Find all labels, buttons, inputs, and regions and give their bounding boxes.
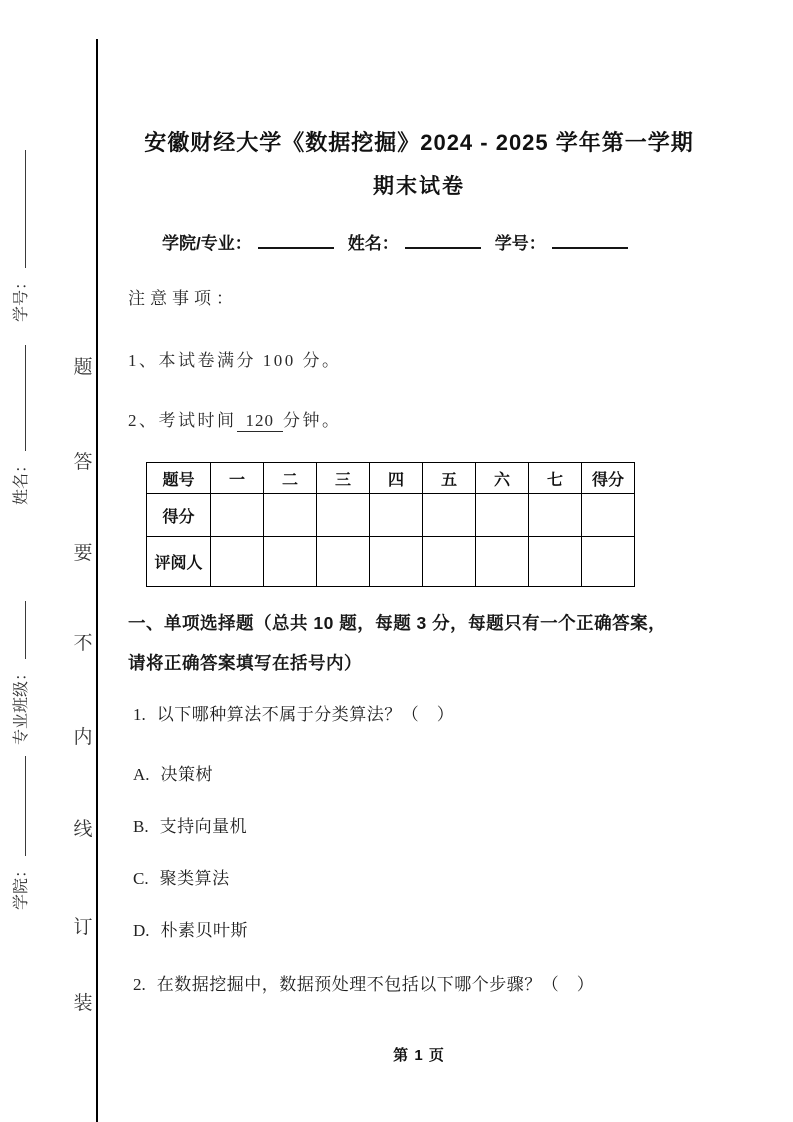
exam-title-line2: 期末试卷 <box>373 175 465 198</box>
name-blank <box>405 233 481 249</box>
question-2 <box>133 970 594 995</box>
option-text: 聚类算法 <box>159 869 230 888</box>
binding-line-char: 线 <box>73 819 93 840</box>
student-id-blank <box>552 233 628 249</box>
score-table-header-cell: 一 <box>211 463 264 494</box>
score-cell-empty <box>264 494 317 537</box>
question-1-option-c <box>133 864 230 889</box>
notice-item-2-prefix: 2、考试时间 <box>128 411 237 430</box>
question-1-option-d <box>133 916 248 941</box>
score-table-header-row <box>147 463 635 494</box>
score-cell-empty <box>317 494 370 537</box>
margin-field-major-class <box>8 601 34 745</box>
binding-line-char: 订 <box>73 917 93 938</box>
option-text: 支持向量机 <box>159 817 248 836</box>
score-cell-empty <box>529 494 582 537</box>
score-table-header-cell: 三 <box>317 463 370 494</box>
binding-line-char: 内 <box>73 727 93 748</box>
binding-line-divider <box>96 39 98 1122</box>
score-table-header-cell: 题号 <box>147 463 211 494</box>
margin-field-label: 学院： <box>13 861 30 910</box>
fill-blank <box>8 150 26 268</box>
score-table <box>146 462 635 587</box>
score-cell-empty <box>529 537 582 587</box>
exam-duration-value: 120 <box>237 411 284 432</box>
question-number: 1. <box>133 705 146 724</box>
score-cell-empty <box>582 494 635 537</box>
margin-field-name <box>8 345 34 505</box>
section1-heading-line1: 一、单项选择题（总共 10 题，每题 3 分，每题只有一个正确答案， <box>128 613 667 633</box>
option-letter: C. <box>133 869 149 888</box>
margin-field-college <box>8 756 34 910</box>
score-table-header-cell: 五 <box>423 463 476 494</box>
margin-field-label: 学号： <box>13 273 30 322</box>
question-1-option-b <box>133 812 247 837</box>
score-table-header-cell: 四 <box>370 463 423 494</box>
notice-item-2-suffix: 分钟。 <box>283 411 342 430</box>
reviewer-row-label: 评阅人 <box>147 537 211 587</box>
exam-content <box>128 0 710 1122</box>
score-cell-empty <box>211 537 264 587</box>
score-table-header-cell: 得分 <box>582 463 635 494</box>
question-number: 2. <box>133 975 146 994</box>
option-text: 朴素贝叶斯 <box>160 921 249 940</box>
score-cell-empty <box>211 494 264 537</box>
binding-line-char: 答 <box>73 452 93 473</box>
question-text: 在数据挖掘中，数据预处理不包括以下哪个步骤？（ ） <box>156 975 595 994</box>
college-major-blank <box>258 233 334 249</box>
exam-title-line1: 安徽财经大学《数据挖掘》2024 - 2025 学年第一学期 <box>144 130 694 155</box>
notice-item-1: 1、本试卷满分 100 分。 <box>128 351 342 370</box>
score-table-reviewer-row <box>147 537 635 587</box>
binding-line-char: 题 <box>73 357 93 378</box>
binding-line-char: 装 <box>73 993 93 1014</box>
student-info-row <box>162 229 628 254</box>
score-cell-empty <box>582 537 635 587</box>
score-row-label: 得分 <box>147 494 211 537</box>
college-major-label: 学院/专业： <box>162 234 252 253</box>
score-cell-empty <box>476 537 529 587</box>
score-cell-empty <box>476 494 529 537</box>
score-cell-empty <box>264 537 317 587</box>
margin-field-label: 专业班级： <box>13 664 30 745</box>
option-letter: A. <box>133 765 150 784</box>
notice-item-2 <box>128 406 342 432</box>
section1-heading-line2: 请将正确答案填写在括号内） <box>128 653 362 673</box>
binding-line-char: 不 <box>73 633 93 654</box>
question-1-option-a <box>133 760 213 785</box>
score-cell-empty <box>317 537 370 587</box>
name-label: 姓名： <box>347 234 399 253</box>
fill-blank <box>8 601 26 659</box>
score-table-header-cell: 六 <box>476 463 529 494</box>
option-letter: B. <box>133 817 149 836</box>
score-cell-empty <box>370 537 423 587</box>
score-cell-empty <box>370 494 423 537</box>
binding-line-char: 要 <box>73 543 93 564</box>
margin-field-label: 姓名： <box>13 456 30 505</box>
question-1 <box>133 700 454 725</box>
option-text: 决策树 <box>160 765 214 784</box>
notice-heading: 注意事项： <box>128 289 238 308</box>
fill-blank <box>8 345 26 451</box>
option-letter: D. <box>133 921 150 940</box>
page-number-footer: 第 1 页 <box>393 1047 445 1064</box>
margin-field-student-id <box>8 150 34 322</box>
score-cell-empty <box>423 537 476 587</box>
fill-blank <box>8 756 26 856</box>
score-table-header-cell: 七 <box>529 463 582 494</box>
student-id-label: 学号： <box>494 234 546 253</box>
score-table-score-row <box>147 494 635 537</box>
score-table-header-cell: 二 <box>264 463 317 494</box>
score-cell-empty <box>423 494 476 537</box>
question-text: 以下哪种算法不属于分类算法？（ ） <box>156 705 455 724</box>
